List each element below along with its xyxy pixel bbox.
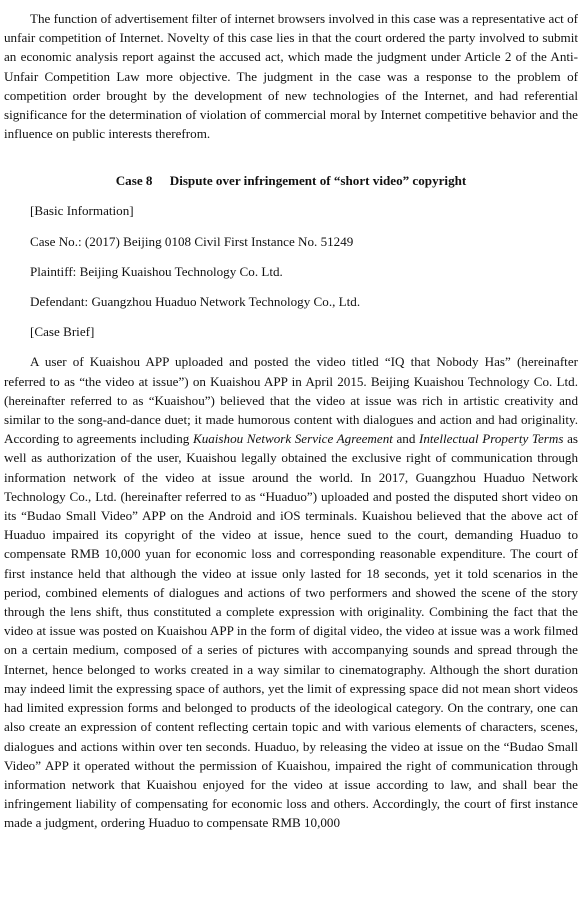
case-brief-label: [Case Brief] xyxy=(30,324,95,340)
case-number: Case 8 xyxy=(115,173,153,189)
brief-text-part-3: as well as authorization of the user, Kuaishou legally obtained the exclusive right of communication through information network of the video at issue around the world. In 2017, Guangzhou Huaduo Network Technology Co., Ltd. (hereinafter referred to as “Huaduo”) uploaded and posted the disputed short video on its “Budao Small Video” APP on the Android and iOS terminals. Kuaishou believed that the above act of Huaduo impaired its copyright of the video at issue, hence sued to the court, demanding Huaduo to compensate RMB 10,000 yuan for economic loss and corresponding reasonable expenditure. The court of first instance held that although the video at issue only lasted for 18 seconds, yet it told scenarios in the period, combined elements of dialogues and actions of two performers and showed the scene of the story through the lens shift, thus constituted a complete expression with originality. Combining the fact that the video at issue was posted on Kuaishou APP in the form of digital video, the video at issue was a work filmed on a certain medium, composed of a series of pictures with accompanying sounds and spread through the Internet, hence belonged to works created in a way similar to cinematography. Although the short duration may indeed limit the expressing space of authors, yet the limit of expressing space did not mean short videos had limited expression forms and belonged to products of the ideological category. On the contrary, one can also create an expression of content reflecting certain topic and with various elements of characters, scenes, dialogues and actions within over ten seconds. Huaduo, by releasing the video at issue on the “Budao Small Video” APP it operated without the permission of Kuaishou, impaired the right of communication through information network that Kuaishou enjoyed for the video at issue according to law, and shall bear the infringement liability of compensating for economic loss and others. Accordingly, the court of first instance made a judgment, ordering Huaduo to compensate RMB 10,000 xyxy=(4,431,578,831)
plaintiff-line: Plaintiff: Beijing Kuaishou Technology Co. Ltd. xyxy=(30,263,283,279)
defendant-line: Defendant: Guangzhou Huaduo Network Technology Co., Ltd. xyxy=(30,294,361,310)
case-heading xyxy=(4,171,578,190)
brief-text-part-1: A user of Kuaishou APP uploaded and posted the video titled “IQ that Nobody Has” (hereinafter referred to as “the video at issue”) on Kuaishou APP in April 2015. Beijing Kuaishou Technology Co. Ltd. (hereinafter referred to as “Kuaishou”) believed that the video at issue was rich in artistic creativity and similar to the song-and-dance duet; it made humorous content with dialogues and action and had originality. According to agreements including xyxy=(4,354,578,447)
basic-information-label: [Basic Information] xyxy=(30,203,134,219)
case-brief-paragraph xyxy=(4,352,578,832)
paragraph-case-commentary: The function of advertisement filter of internet browsers involved in this case was a representative act of unfair competition of Internet. Novelty of this case lies in that the court ordered the party involved to submit an economic analysis report against the accused act, which made the judgment under Article 2 of the Anti-Unfair Competition Law more objective. The judgment in the case was a response to the problem of competition order brought by the development of new technologies of the Internet, and had referential significance for the determination of violation of commercial moral by Internet competitive behavior and the influence on public interests therefrom. xyxy=(4,11,578,142)
case-title: Dispute over infringement of “short video” copyright xyxy=(169,173,467,189)
agreement-title-ip-terms: Intellectual Property Terms xyxy=(419,431,564,447)
agreement-title-service: Kuaishou Network Service Agreement xyxy=(192,431,393,447)
brief-text-part-2: and xyxy=(392,431,420,447)
case-number-line: Case No.: (2017) Beijing 0108 Civil First Instance No. 51249 xyxy=(30,233,354,249)
